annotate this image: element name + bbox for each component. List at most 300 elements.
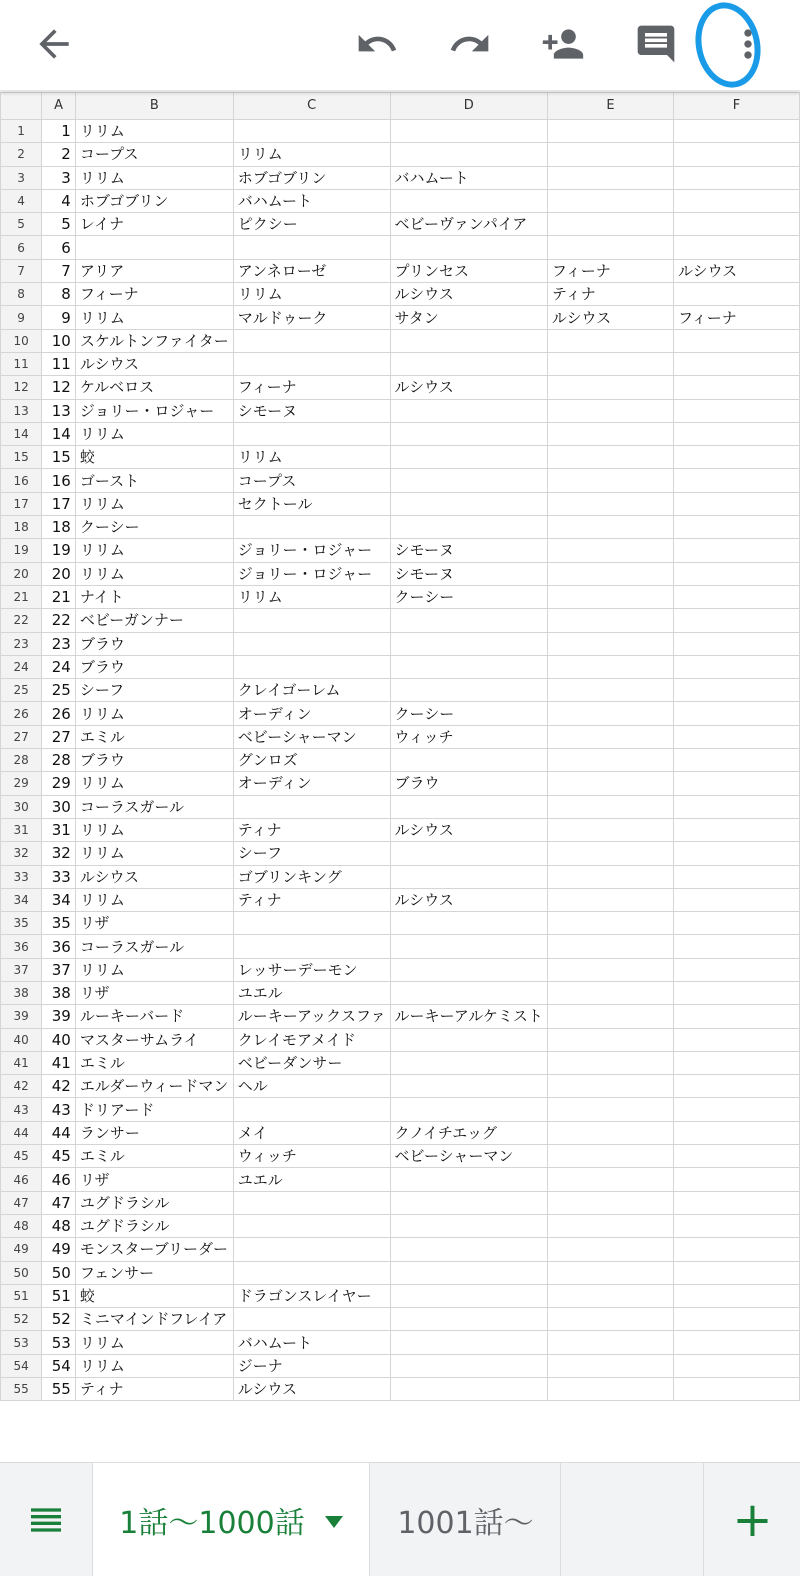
cell-a[interactable]: 52: [42, 1308, 76, 1331]
cell-d[interactable]: [390, 352, 547, 375]
cell-d[interactable]: [390, 1168, 547, 1191]
cell-f[interactable]: [673, 1284, 799, 1307]
cell-f[interactable]: [673, 632, 799, 655]
cell-e[interactable]: [547, 539, 673, 562]
cell-c[interactable]: ドラゴンスレイヤー: [233, 1284, 390, 1307]
cell-d[interactable]: シモーヌ: [390, 562, 547, 585]
cell-f[interactable]: [673, 1214, 799, 1237]
cell-d[interactable]: [390, 189, 547, 212]
cell-f[interactable]: [673, 516, 799, 539]
cell-e[interactable]: [547, 912, 673, 935]
cell-a[interactable]: 31: [42, 818, 76, 841]
cell-f[interactable]: [673, 679, 799, 702]
row-header[interactable]: 33: [1, 865, 42, 888]
cell-e[interactable]: [547, 818, 673, 841]
cell-b[interactable]: 蛟: [75, 446, 233, 469]
cell-d[interactable]: [390, 1331, 547, 1354]
cell-e[interactable]: [547, 516, 673, 539]
cell-b[interactable]: リリム: [75, 492, 233, 515]
cell-a[interactable]: 2: [42, 143, 76, 166]
cell-d[interactable]: [390, 422, 547, 445]
cell-c[interactable]: マルドゥーク: [233, 306, 390, 329]
cell-f[interactable]: [673, 1308, 799, 1331]
cell-c[interactable]: コープス: [233, 469, 390, 492]
cell-c[interactable]: リリム: [233, 446, 390, 469]
cell-f[interactable]: [673, 865, 799, 888]
cell-c[interactable]: [233, 1261, 390, 1284]
cell-c[interactable]: バハムート: [233, 1331, 390, 1354]
cell-a[interactable]: 27: [42, 725, 76, 748]
cell-b[interactable]: コープス: [75, 143, 233, 166]
cell-d[interactable]: [390, 1191, 547, 1214]
cell-d[interactable]: [390, 1051, 547, 1074]
row-header[interactable]: 24: [1, 655, 42, 678]
cell-b[interactable]: ミニマインドフレイア: [75, 1308, 233, 1331]
cell-f[interactable]: [673, 1378, 799, 1401]
cell-d[interactable]: [390, 1308, 547, 1331]
cell-c[interactable]: ホブゴブリン: [233, 166, 390, 189]
cell-a[interactable]: 44: [42, 1121, 76, 1144]
row-header[interactable]: 51: [1, 1284, 42, 1307]
cell-d[interactable]: クーシー: [390, 702, 547, 725]
cell-a[interactable]: 43: [42, 1098, 76, 1121]
cell-e[interactable]: [547, 213, 673, 236]
column-header[interactable]: C: [233, 93, 390, 120]
cell-d[interactable]: [390, 1354, 547, 1377]
cell-e[interactable]: [547, 679, 673, 702]
cell-f[interactable]: [673, 1098, 799, 1121]
cell-a[interactable]: 46: [42, 1168, 76, 1191]
cell-e[interactable]: [547, 562, 673, 585]
cell-b[interactable]: エミル: [75, 725, 233, 748]
cell-f[interactable]: [673, 399, 799, 422]
column-header[interactable]: A: [42, 93, 76, 120]
cell-a[interactable]: 17: [42, 492, 76, 515]
cell-a[interactable]: 48: [42, 1214, 76, 1237]
row-header[interactable]: 35: [1, 912, 42, 935]
row-header[interactable]: 39: [1, 1005, 42, 1028]
row-header[interactable]: 15: [1, 446, 42, 469]
cell-f[interactable]: [673, 585, 799, 608]
row-header[interactable]: 46: [1, 1168, 42, 1191]
cell-b[interactable]: リザ: [75, 1168, 233, 1191]
cell-d[interactable]: ルシウス: [390, 376, 547, 399]
cell-c[interactable]: [233, 329, 390, 352]
row-header[interactable]: 26: [1, 702, 42, 725]
cell-e[interactable]: [547, 120, 673, 143]
cell-b[interactable]: ユグドラシル: [75, 1214, 233, 1237]
row-header[interactable]: 10: [1, 329, 42, 352]
cell-f[interactable]: [673, 422, 799, 445]
cell-d[interactable]: [390, 469, 547, 492]
cell-f[interactable]: [673, 888, 799, 911]
cell-b[interactable]: リリム: [75, 120, 233, 143]
row-header[interactable]: 7: [1, 259, 42, 282]
cell-e[interactable]: [547, 422, 673, 445]
cell-c[interactable]: ジョリー・ロジャー: [233, 562, 390, 585]
row-header[interactable]: 6: [1, 236, 42, 259]
cell-c[interactable]: ベビーダンサー: [233, 1051, 390, 1074]
cell-e[interactable]: [547, 143, 673, 166]
cell-b[interactable]: ユグドラシル: [75, 1191, 233, 1214]
cell-b[interactable]: ホブゴブリン: [75, 189, 233, 212]
cell-a[interactable]: 37: [42, 958, 76, 981]
cell-d[interactable]: [390, 865, 547, 888]
cell-b[interactable]: ルーキーバード: [75, 1005, 233, 1028]
cell-f[interactable]: フィーナ: [673, 306, 799, 329]
cell-d[interactable]: [390, 1238, 547, 1261]
cell-a[interactable]: 29: [42, 772, 76, 795]
cell-e[interactable]: [547, 842, 673, 865]
cell-b[interactable]: アリア: [75, 259, 233, 282]
cell-e[interactable]: [547, 1168, 673, 1191]
cell-e[interactable]: ティナ: [547, 283, 673, 306]
cell-e[interactable]: [547, 655, 673, 678]
cell-a[interactable]: 13: [42, 399, 76, 422]
cell-d[interactable]: [390, 516, 547, 539]
row-header[interactable]: 22: [1, 609, 42, 632]
cell-b[interactable]: コーラスガール: [75, 935, 233, 958]
cell-a[interactable]: 14: [42, 422, 76, 445]
cell-e[interactable]: [547, 958, 673, 981]
row-header[interactable]: 12: [1, 376, 42, 399]
row-header[interactable]: 19: [1, 539, 42, 562]
cell-e[interactable]: [547, 1378, 673, 1401]
cell-f[interactable]: [673, 1261, 799, 1284]
row-header[interactable]: 44: [1, 1121, 42, 1144]
row-header[interactable]: 29: [1, 772, 42, 795]
cell-f[interactable]: [673, 749, 799, 772]
corner-cell[interactable]: [1, 93, 42, 120]
cell-d[interactable]: ルーキーアルケミスト: [390, 1005, 547, 1028]
cell-b[interactable]: ブラウ: [75, 655, 233, 678]
cell-c[interactable]: ルーキーアックスファ: [233, 1005, 390, 1028]
cell-f[interactable]: [673, 702, 799, 725]
cell-c[interactable]: アンネローゼ: [233, 259, 390, 282]
cell-c[interactable]: [233, 632, 390, 655]
cell-e[interactable]: [547, 888, 673, 911]
cell-a[interactable]: 40: [42, 1028, 76, 1051]
cell-c[interactable]: [233, 655, 390, 678]
column-header[interactable]: B: [75, 93, 233, 120]
cell-a[interactable]: 16: [42, 469, 76, 492]
column-header[interactable]: F: [673, 93, 799, 120]
cell-a[interactable]: 53: [42, 1331, 76, 1354]
cell-a[interactable]: 23: [42, 632, 76, 655]
cell-d[interactable]: [390, 609, 547, 632]
row-header[interactable]: 47: [1, 1191, 42, 1214]
cell-e[interactable]: [547, 981, 673, 1004]
cell-d[interactable]: [390, 1214, 547, 1237]
cell-c[interactable]: クレイモアメイド: [233, 1028, 390, 1051]
row-header[interactable]: 13: [1, 399, 42, 422]
cell-f[interactable]: [673, 189, 799, 212]
cell-a[interactable]: 30: [42, 795, 76, 818]
cell-b[interactable]: エミル: [75, 1051, 233, 1074]
cell-c[interactable]: グンロズ: [233, 749, 390, 772]
cell-b[interactable]: ルシウス: [75, 352, 233, 375]
row-header[interactable]: 17: [1, 492, 42, 515]
cell-e[interactable]: [547, 1121, 673, 1144]
cell-c[interactable]: [233, 795, 390, 818]
cell-a[interactable]: 25: [42, 679, 76, 702]
cell-a[interactable]: 26: [42, 702, 76, 725]
cell-f[interactable]: [673, 725, 799, 748]
cell-a[interactable]: 21: [42, 585, 76, 608]
cell-a[interactable]: 10: [42, 329, 76, 352]
cell-c[interactable]: オーディン: [233, 702, 390, 725]
cell-a[interactable]: 55: [42, 1378, 76, 1401]
row-header[interactable]: 8: [1, 283, 42, 306]
cell-f[interactable]: [673, 539, 799, 562]
cell-b[interactable]: リリム: [75, 958, 233, 981]
cell-f[interactable]: [673, 213, 799, 236]
row-header[interactable]: 40: [1, 1028, 42, 1051]
cell-a[interactable]: 18: [42, 516, 76, 539]
cell-f[interactable]: [673, 818, 799, 841]
cell-c[interactable]: [233, 1191, 390, 1214]
cell-e[interactable]: [547, 166, 673, 189]
cell-f[interactable]: [673, 912, 799, 935]
cell-d[interactable]: クーシー: [390, 585, 547, 608]
cell-b[interactable]: モンスターブリーダー: [75, 1238, 233, 1261]
row-header[interactable]: 54: [1, 1354, 42, 1377]
cell-b[interactable]: ブラウ: [75, 632, 233, 655]
cell-b[interactable]: ランサー: [75, 1121, 233, 1144]
cell-b[interactable]: リリム: [75, 818, 233, 841]
cell-c[interactable]: ベビーシャーマン: [233, 725, 390, 748]
row-header[interactable]: 23: [1, 632, 42, 655]
cell-c[interactable]: [233, 1098, 390, 1121]
row-header[interactable]: 1: [1, 120, 42, 143]
cell-e[interactable]: [547, 935, 673, 958]
row-header[interactable]: 25: [1, 679, 42, 702]
cell-a[interactable]: 54: [42, 1354, 76, 1377]
cell-c[interactable]: リリム: [233, 283, 390, 306]
cell-a[interactable]: 34: [42, 888, 76, 911]
cell-f[interactable]: [673, 655, 799, 678]
cell-d[interactable]: [390, 1378, 547, 1401]
cell-b[interactable]: ケルベロス: [75, 376, 233, 399]
cell-f[interactable]: ルシウス: [673, 259, 799, 282]
cell-a[interactable]: 32: [42, 842, 76, 865]
cell-a[interactable]: 8: [42, 283, 76, 306]
cell-c[interactable]: オーディン: [233, 772, 390, 795]
cell-a[interactable]: 4: [42, 189, 76, 212]
cell-f[interactable]: [673, 492, 799, 515]
cell-a[interactable]: 7: [42, 259, 76, 282]
cell-b[interactable]: ブラウ: [75, 749, 233, 772]
row-header[interactable]: 36: [1, 935, 42, 958]
row-header[interactable]: 32: [1, 842, 42, 865]
cell-a[interactable]: 12: [42, 376, 76, 399]
cell-e[interactable]: [547, 1308, 673, 1331]
cell-e[interactable]: [547, 1284, 673, 1307]
cell-d[interactable]: [390, 842, 547, 865]
cell-d[interactable]: シモーヌ: [390, 539, 547, 562]
cell-a[interactable]: 9: [42, 306, 76, 329]
cell-b[interactable]: リリム: [75, 888, 233, 911]
cell-b[interactable]: リリム: [75, 562, 233, 585]
cell-a[interactable]: 22: [42, 609, 76, 632]
cell-d[interactable]: [390, 492, 547, 515]
cell-b[interactable]: スケルトンファイター: [75, 329, 233, 352]
cell-d[interactable]: [390, 679, 547, 702]
sheet-tab[interactable]: [371, 1463, 561, 1576]
cell-d[interactable]: ルシウス: [390, 888, 547, 911]
cell-d[interactable]: ベビーヴァンパイア: [390, 213, 547, 236]
cell-c[interactable]: シーフ: [233, 842, 390, 865]
row-header[interactable]: 49: [1, 1238, 42, 1261]
cell-f[interactable]: [673, 1075, 799, 1098]
cell-e[interactable]: [547, 329, 673, 352]
cell-b[interactable]: ベビーガンナー: [75, 609, 233, 632]
cell-d[interactable]: [390, 1261, 547, 1284]
row-header[interactable]: 31: [1, 818, 42, 841]
cell-d[interactable]: サタン: [390, 306, 547, 329]
cell-c[interactable]: [233, 1308, 390, 1331]
cell-e[interactable]: [547, 1028, 673, 1051]
cell-c[interactable]: ジョリー・ロジャー: [233, 539, 390, 562]
cell-e[interactable]: [547, 1331, 673, 1354]
row-header[interactable]: 30: [1, 795, 42, 818]
cell-c[interactable]: レッサーデーモン: [233, 958, 390, 981]
cell-e[interactable]: [547, 585, 673, 608]
cell-c[interactable]: [233, 1238, 390, 1261]
cell-f[interactable]: [673, 1331, 799, 1354]
cell-c[interactable]: ヘル: [233, 1075, 390, 1098]
cell-b[interactable]: フィーナ: [75, 283, 233, 306]
cell-f[interactable]: [673, 842, 799, 865]
row-header[interactable]: 50: [1, 1261, 42, 1284]
cell-b[interactable]: リリム: [75, 702, 233, 725]
row-header[interactable]: 11: [1, 352, 42, 375]
cell-f[interactable]: [673, 329, 799, 352]
cell-f[interactable]: [673, 1121, 799, 1144]
row-header[interactable]: 4: [1, 189, 42, 212]
row-header[interactable]: 27: [1, 725, 42, 748]
cell-c[interactable]: [233, 1214, 390, 1237]
cell-c[interactable]: [233, 609, 390, 632]
row-header[interactable]: 48: [1, 1214, 42, 1237]
cell-f[interactable]: [673, 1238, 799, 1261]
cell-b[interactable]: リリム: [75, 1331, 233, 1354]
cell-e[interactable]: [547, 865, 673, 888]
more-vert-icon[interactable]: [716, 12, 780, 76]
row-header[interactable]: 2: [1, 143, 42, 166]
cell-d[interactable]: [390, 749, 547, 772]
cell-e[interactable]: [547, 189, 673, 212]
undo-icon[interactable]: [345, 12, 409, 76]
cell-f[interactable]: [673, 166, 799, 189]
cell-a[interactable]: 41: [42, 1051, 76, 1074]
row-header[interactable]: 38: [1, 981, 42, 1004]
cell-f[interactable]: [673, 981, 799, 1004]
cell-f[interactable]: [673, 935, 799, 958]
cell-e[interactable]: [547, 1261, 673, 1284]
cell-a[interactable]: 49: [42, 1238, 76, 1261]
cell-e[interactable]: [547, 1191, 673, 1214]
cell-d[interactable]: [390, 1075, 547, 1098]
cell-b[interactable]: エルダーウィードマン: [75, 1075, 233, 1098]
add-sheet-button[interactable]: [703, 1463, 800, 1576]
cell-a[interactable]: 38: [42, 981, 76, 1004]
cell-d[interactable]: [390, 143, 547, 166]
cell-b[interactable]: リザ: [75, 912, 233, 935]
cell-d[interactable]: [390, 1028, 547, 1051]
cell-b[interactable]: ゴースト: [75, 469, 233, 492]
cell-f[interactable]: [673, 1354, 799, 1377]
cell-b[interactable]: リリム: [75, 539, 233, 562]
cell-a[interactable]: 15: [42, 446, 76, 469]
cell-e[interactable]: [547, 1145, 673, 1168]
cell-a[interactable]: 35: [42, 912, 76, 935]
cell-d[interactable]: [390, 912, 547, 935]
cell-e[interactable]: [547, 376, 673, 399]
cell-f[interactable]: [673, 795, 799, 818]
cell-e[interactable]: [547, 1075, 673, 1098]
cell-f[interactable]: [673, 446, 799, 469]
cell-c[interactable]: ルシウス: [233, 1378, 390, 1401]
cell-b[interactable]: フェンサー: [75, 1261, 233, 1284]
cell-b[interactable]: ティナ: [75, 1378, 233, 1401]
cell-a[interactable]: 24: [42, 655, 76, 678]
cell-c[interactable]: ジーナ: [233, 1354, 390, 1377]
dropdown-arrow-icon[interactable]: [325, 1516, 343, 1528]
cell-f[interactable]: [673, 283, 799, 306]
row-header[interactable]: 14: [1, 422, 42, 445]
cell-a[interactable]: 5: [42, 213, 76, 236]
cell-f[interactable]: [673, 143, 799, 166]
cell-e[interactable]: [547, 795, 673, 818]
cell-b[interactable]: リリム: [75, 166, 233, 189]
cell-e[interactable]: [547, 772, 673, 795]
cell-c[interactable]: ユエル: [233, 1168, 390, 1191]
cell-b[interactable]: 蛟: [75, 1284, 233, 1307]
cell-f[interactable]: [673, 1028, 799, 1051]
cell-d[interactable]: ブラウ: [390, 772, 547, 795]
cell-a[interactable]: 33: [42, 865, 76, 888]
row-header[interactable]: 43: [1, 1098, 42, 1121]
cell-e[interactable]: [547, 632, 673, 655]
cell-d[interactable]: [390, 655, 547, 678]
cell-c[interactable]: [233, 236, 390, 259]
cell-e[interactable]: [547, 446, 673, 469]
cell-f[interactable]: [673, 469, 799, 492]
cell-c[interactable]: クレイゴーレム: [233, 679, 390, 702]
cell-c[interactable]: ウィッチ: [233, 1145, 390, 1168]
cell-f[interactable]: [673, 1168, 799, 1191]
cell-c[interactable]: シモーヌ: [233, 399, 390, 422]
cell-e[interactable]: ルシウス: [547, 306, 673, 329]
cell-b[interactable]: [75, 236, 233, 259]
cell-c[interactable]: [233, 516, 390, 539]
cell-d[interactable]: [390, 446, 547, 469]
cell-e[interactable]: [547, 749, 673, 772]
cell-e[interactable]: [547, 1214, 673, 1237]
cell-b[interactable]: リリム: [75, 422, 233, 445]
cell-d[interactable]: ベビーシャーマン: [390, 1145, 547, 1168]
row-header[interactable]: 42: [1, 1075, 42, 1098]
cell-b[interactable]: エミル: [75, 1145, 233, 1168]
row-header[interactable]: 34: [1, 888, 42, 911]
cell-d[interactable]: [390, 935, 547, 958]
cell-c[interactable]: セクトール: [233, 492, 390, 515]
cell-c[interactable]: ティナ: [233, 888, 390, 911]
row-header[interactable]: 21: [1, 585, 42, 608]
cell-a[interactable]: 6: [42, 236, 76, 259]
cell-e[interactable]: [547, 725, 673, 748]
